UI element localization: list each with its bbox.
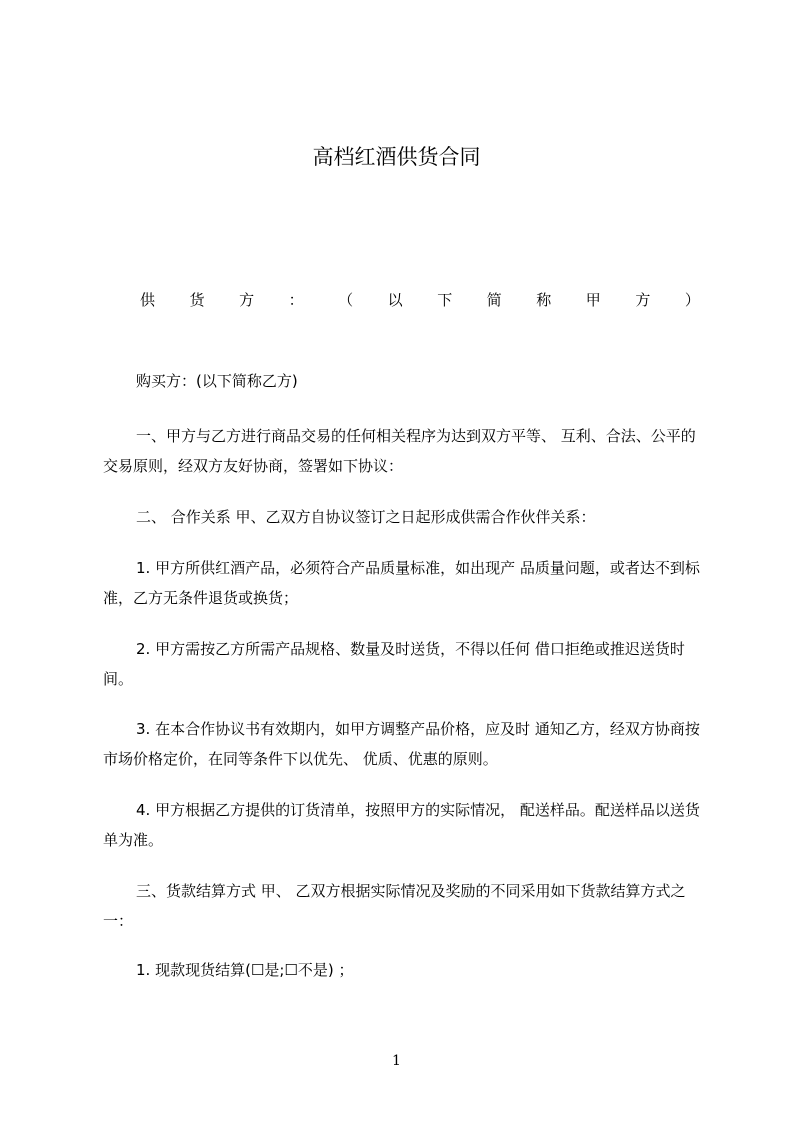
page-number: 1 <box>392 1053 401 1069</box>
buyer-line: 购买方：(以下简称乙方) <box>136 372 298 390</box>
supplier-char: 方 <box>635 291 651 309</box>
supplier-char: 简 <box>486 291 502 309</box>
clause-1: 一、甲方与乙方进行商品交易的任何相关程序为达到双方平等、 互利、合法、公平的交易原则，经双方友好协商，签署如下协议： <box>103 427 696 475</box>
clause-2-item-1: 1. 甲方所供红酒产品，必须符合产品质量标准，如出现产 品质量问题，或者达不到标准，乙方无条件退货或换货； <box>103 559 700 607</box>
supplier-char: （ <box>338 291 354 309</box>
clause-2-item-2: 2. 甲方需按乙方所需产品规格、数量及时送货，不得以任何 借口拒绝或推迟送货时间。 <box>103 640 685 688</box>
supplier-char: 货 <box>189 291 205 309</box>
supplier-char: 甲 <box>585 291 601 309</box>
clause-2-item-3: 3. 在本合作协议书有效期内，如甲方调整产品价格，应及时 通知乙方，经双方协商按市场价格定价，在同等条件下以优先、 优质、优惠的原则。 <box>103 720 700 768</box>
supplier-char: ： <box>288 291 304 309</box>
supplier-char: ） <box>684 291 700 309</box>
clause-2-item-4: 4. 甲方根据乙方提供的订货清单，按照甲方的实际情况， 配送样品。配送样品以送货单为准。 <box>103 801 700 849</box>
supplier-line <box>140 289 700 311</box>
clause-2: 二、 合作关系 甲、乙双方自协议签订之日起形成供需合作伙伴关系： <box>136 508 596 526</box>
document-title: 高档红酒供货合同 <box>312 145 481 169</box>
supplier-char: 方 <box>239 291 255 309</box>
supplier-char: 称 <box>536 291 552 309</box>
clause-3: 三、货款结算方式 甲、 乙双方根据实际情况及奖励的不同采用如下货款结算方式之一： <box>103 882 686 930</box>
supplier-char: 下 <box>437 291 453 309</box>
clause-3-item-1: 1. 现款现货结算(☐是;☐不是) ； <box>136 961 354 979</box>
supplier-char: 以 <box>387 291 403 309</box>
supplier-char: 供 <box>140 291 156 309</box>
